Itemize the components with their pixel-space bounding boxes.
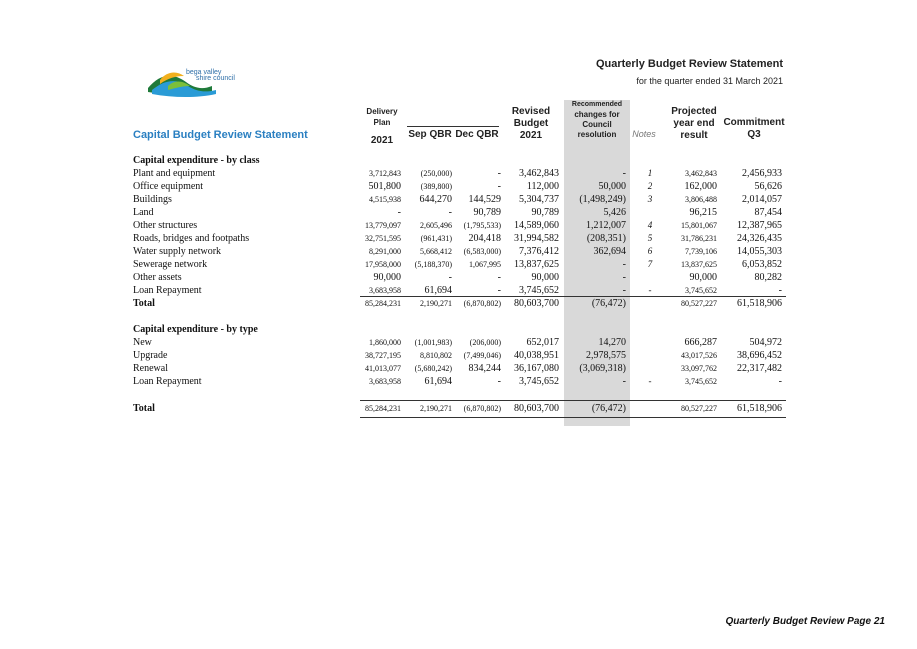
col-revised-budget: Revised Budget 2021	[511, 106, 551, 141]
table-row	[0, 232, 917, 245]
cell-commit: 504,972	[749, 337, 782, 348]
table-row	[0, 180, 917, 193]
cell-label: Office equipment	[133, 181, 204, 192]
cell-sep: (389,800)	[420, 182, 452, 191]
cell-dec: 834,244	[468, 363, 501, 374]
cell-commit: 2,014,057	[742, 194, 782, 205]
cell-dec: -	[497, 168, 501, 179]
cell-revised: 13,837,625	[514, 259, 559, 270]
cell-revised: 3,745,652	[519, 285, 559, 296]
cell-dec: -	[497, 285, 501, 296]
cell-plan: 3,712,843	[369, 169, 401, 178]
cell-commit: 87,454	[754, 207, 782, 218]
cell-sep: 5,668,412	[420, 247, 452, 256]
cell-plan: -	[397, 207, 401, 218]
cell-revised: 3,462,843	[519, 168, 559, 179]
statement-title: Capital Budget Review Statement	[133, 129, 308, 141]
cell-plan: 1,860,000	[369, 338, 401, 347]
col-commitment: Commitment Q3	[723, 117, 785, 140]
report-subtitle: for the quarter ended 31 March 2021	[636, 76, 783, 86]
cell-note: 6	[647, 246, 653, 256]
section-title-class: Capital expenditure - by class	[133, 155, 260, 166]
cell-commit: 2,456,933	[742, 168, 782, 179]
cell-sep: (1,001,983)	[414, 338, 452, 347]
cell-sep: -	[448, 207, 452, 218]
cell-label: Renewal	[133, 363, 168, 374]
section-title-type: Capital expenditure - by type	[133, 324, 258, 335]
col-sep-qbr: Sep QBR	[408, 129, 452, 140]
qbr-header-rule	[407, 126, 499, 127]
cell-rec: -	[622, 259, 626, 270]
col-projected: Projected year end result	[671, 106, 717, 141]
cell-commit: 22,317,482	[737, 363, 782, 374]
cell-dec: 144,529	[468, 194, 501, 205]
cell-rec: -	[622, 376, 626, 387]
table-row	[0, 219, 917, 232]
cell-label: Loan Repayment	[133, 376, 202, 387]
cell-dec: -	[497, 272, 501, 283]
col-delivery-plan: Delivery Plan 2021	[366, 107, 398, 146]
cell-commit: 80,282	[754, 272, 782, 283]
cell-plan: 17,958,000	[365, 260, 401, 269]
logo-text	[186, 70, 235, 82]
cell-label: Roads, bridges and footpaths	[133, 233, 250, 244]
cell-revised: 90,000	[531, 272, 559, 283]
total-label: Total	[133, 403, 155, 414]
cell-sep: 2,605,496	[420, 221, 452, 230]
cell-label: Plant and equipment	[133, 168, 216, 179]
cell-dec: (1,795,533)	[463, 221, 501, 230]
cell-sep: 61,694	[424, 285, 452, 296]
cell-rec: -	[622, 272, 626, 283]
cell-note: -	[648, 376, 652, 386]
cell-dec: (206,000)	[469, 338, 501, 347]
cell-dec: -	[497, 376, 501, 387]
cell-sep: 8,810,802	[420, 351, 452, 360]
cell-dec: 90,789	[473, 207, 501, 218]
cell-plan: 501,800	[368, 181, 401, 192]
cell-plan: 32,751,595	[365, 234, 401, 243]
cell-dec: 1,067,995	[469, 260, 501, 269]
cell-plan: 4,515,938	[369, 195, 401, 204]
cell-rec: (3,069,318)	[579, 363, 626, 374]
cell-proj: 7,739,106	[685, 247, 717, 256]
cell-commit: -	[778, 285, 782, 296]
cell-plan: 41,013,077	[365, 364, 401, 373]
table-row	[0, 336, 917, 349]
cell-rec: (208,351)	[586, 233, 626, 244]
cell-rec: 5,426	[603, 207, 626, 218]
cell-revised: 36,167,080	[514, 363, 559, 374]
cell-rec: 362,694	[593, 246, 626, 257]
cell-commit: 56,626	[754, 181, 782, 192]
cell-rec: 1,212,007	[586, 220, 626, 231]
cell-note: 7	[647, 259, 653, 269]
table-row	[0, 245, 917, 258]
cell-dec: 204,418	[468, 233, 501, 244]
cell-revised: 3,745,652	[519, 376, 559, 387]
cell-revised: 5,304,737	[519, 194, 559, 205]
cell-rec: -	[622, 285, 626, 296]
cell-sep: -	[448, 272, 452, 283]
cell-note: 1	[647, 168, 653, 178]
cell-proj: 162,000	[684, 181, 717, 192]
cell-label: Land	[133, 207, 154, 218]
cell-commit: -	[778, 376, 782, 387]
col-recommended: Recommended changes for Council resolution	[571, 101, 623, 139]
cell-revised: 31,994,582	[514, 233, 559, 244]
cell-commit: 6,053,852	[742, 259, 782, 270]
col-dec-qbr: Dec QBR	[455, 129, 499, 140]
cell-sep: (961,431)	[420, 234, 452, 243]
cell-plan: 90,000	[373, 272, 401, 283]
cell-note: 5	[647, 233, 653, 243]
cell-revised: 652,017	[526, 337, 559, 348]
cell-commit: 24,326,435	[737, 233, 782, 244]
cell-commit: 38,696,452	[737, 350, 782, 361]
table-row	[0, 193, 917, 206]
cell-sep: (5,680,242)	[414, 364, 452, 373]
cell-rec: 14,270	[598, 337, 626, 348]
type-total-row: Total 85,284,231 2,190,271 (6,870,802) 80,603,700 (76,472) 80,527,227 61,518,906	[133, 403, 782, 414]
cell-plan: 3,683,958	[369, 377, 401, 386]
cell-dec: -	[497, 181, 501, 192]
cell-proj: 3,806,488	[685, 195, 717, 204]
cell-dec: (7,499,046)	[463, 351, 501, 360]
cell-plan: 3,683,958	[369, 286, 401, 295]
cell-proj: 96,215	[689, 207, 717, 218]
cell-plan: 13,779,097	[365, 221, 401, 230]
cell-proj: 666,287	[684, 337, 717, 348]
cell-proj: 33,097,762	[681, 364, 717, 373]
table-row	[0, 258, 917, 271]
table-row	[0, 167, 917, 180]
cell-rec: (1,498,249)	[579, 194, 626, 205]
type-total-rule	[360, 400, 786, 401]
cell-revised: 14,589,060	[514, 220, 559, 231]
cell-proj: 90,000	[689, 272, 717, 283]
cell-revised: 112,000	[526, 181, 559, 192]
cell-label: Buildings	[133, 194, 172, 205]
cell-rec: -	[622, 168, 626, 179]
cell-commit: 14,055,303	[737, 246, 782, 257]
table-row	[0, 271, 917, 284]
table-row	[0, 362, 917, 375]
cell-plan: 8,291,000	[369, 247, 401, 256]
table-row	[0, 349, 917, 362]
cell-proj: 43,017,526	[681, 351, 717, 360]
class-total-row: Total 85,284,231 2,190,271 (6,870,802) 80,603,700 (76,472) 80,527,227 61,518,906	[133, 298, 782, 309]
cell-sep: (250,000)	[420, 169, 452, 178]
logo-line1: bega valley	[186, 69, 222, 76]
total-label: Total	[133, 298, 155, 309]
cell-proj: 3,462,843	[685, 169, 717, 178]
cell-revised: 90,789	[531, 207, 559, 218]
cell-proj: 3,745,652	[685, 286, 717, 295]
cell-label: Upgrade	[133, 350, 168, 361]
cell-label: Other structures	[133, 220, 198, 231]
cell-label: Loan Repayment	[133, 285, 202, 296]
cell-rec: 50,000	[598, 181, 626, 192]
cell-revised: 40,038,951	[514, 350, 559, 361]
cell-rec: 2,978,575	[586, 350, 626, 361]
cell-label: Water supply network	[133, 246, 222, 257]
cell-dec: (6,583,000)	[463, 247, 501, 256]
cell-proj: 15,801,067	[681, 221, 717, 230]
report-title: Quarterly Budget Review Statement	[595, 58, 783, 70]
cell-proj: 3,745,652	[685, 377, 717, 386]
cell-proj: 31,786,231	[681, 234, 717, 243]
page-footer: Quarterly Budget Review Page 21	[725, 616, 885, 627]
cell-commit: 12,387,965	[737, 220, 782, 231]
cell-note: 4	[647, 220, 653, 230]
cell-note: 3	[647, 194, 653, 204]
cell-proj: 13,837,625	[681, 260, 717, 269]
cell-label: Other assets	[133, 272, 182, 283]
cell-sep: 644,270	[419, 194, 452, 205]
cell-note: 2	[647, 181, 653, 191]
cell-label: Sewerage network	[133, 259, 208, 270]
cell-plan: 38,727,195	[365, 351, 401, 360]
logo-line2: shire council	[196, 75, 235, 82]
cell-label: New	[133, 337, 152, 348]
type-total-underline	[360, 417, 786, 418]
table-row	[0, 206, 917, 219]
col-notes: Notes	[632, 129, 656, 139]
cell-sep: (5,188,370)	[414, 260, 452, 269]
cell-sep: 61,694	[424, 376, 452, 387]
cell-revised: 7,376,412	[519, 246, 559, 257]
table-row	[0, 375, 917, 388]
cell-note: -	[648, 285, 652, 295]
